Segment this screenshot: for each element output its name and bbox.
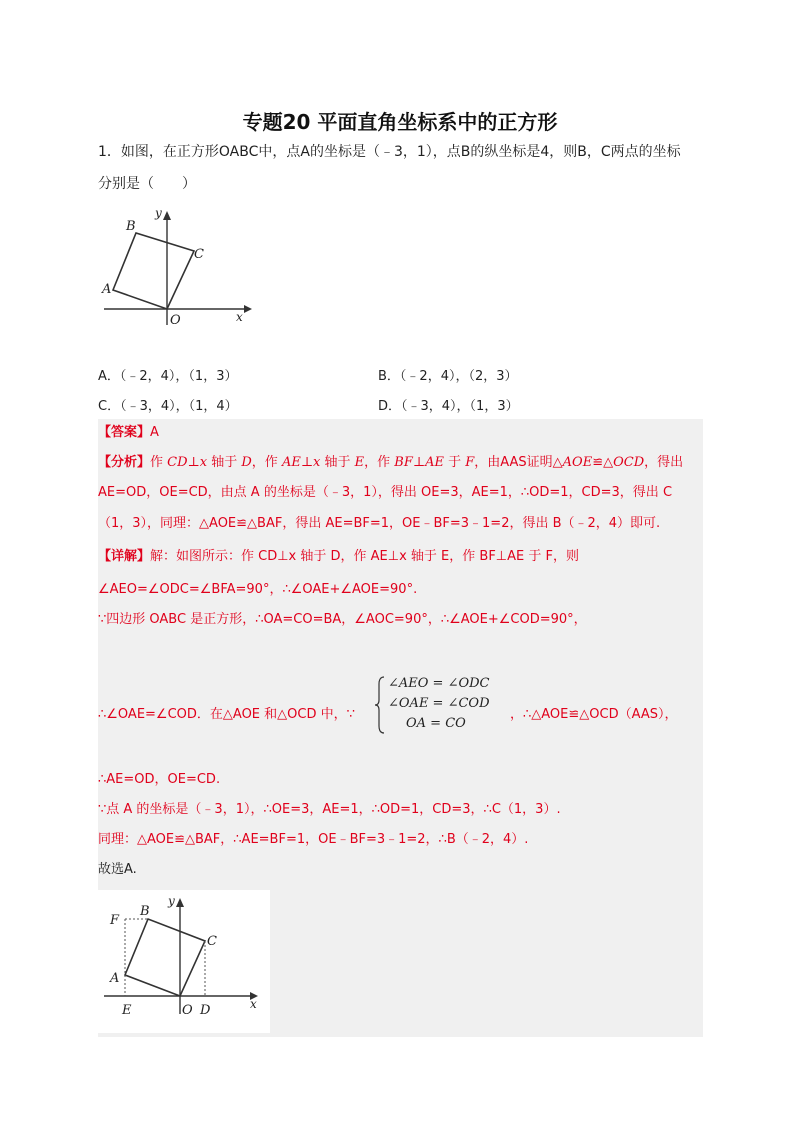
figure-1-square-diagram bbox=[98, 200, 258, 335]
analysis-text: OCD bbox=[613, 455, 645, 470]
analysis-line-1 bbox=[98, 453, 683, 473]
analysis-line-3: （1，3），同理：△AOE≌△BAF，得出 AE=BF=1，OE﹣BF=3﹣1=2，得出 B（﹣2，4）即可. bbox=[98, 516, 661, 531]
label-a: A bbox=[102, 282, 112, 297]
question-line-1: 1．如图，在正方形OABC中，点A的坐标是（﹣3，1），点B的纵坐标是4，则B，C两点的坐标 bbox=[98, 144, 681, 160]
analysis-text: F bbox=[465, 455, 475, 470]
detail-line-6: ∵点 A 的坐标是（﹣3，1），∴OE=3，AE=1，∴OD=1，CD=3，∴C（1，3）. bbox=[98, 802, 561, 817]
option-b[interactable]: B．（﹣2，4），（2，3） bbox=[378, 369, 518, 384]
analysis-text: AOE bbox=[562, 455, 593, 470]
system-row-2: ∠OAE = ∠COD bbox=[388, 696, 490, 711]
analysis-text: D bbox=[241, 455, 252, 470]
detail-line-8: 故选A. bbox=[98, 862, 137, 877]
answer-value: A bbox=[150, 425, 159, 440]
label-a: A bbox=[110, 971, 120, 986]
answer-line bbox=[98, 423, 159, 443]
detail-text: 解：如图所示：作 CD⊥x 轴于 D，作 AE⊥x 轴于 E，作 BF⊥AE 于 F，则 bbox=[150, 549, 579, 564]
analysis-text: 作 bbox=[150, 455, 168, 470]
analysis-text: AE⊥x bbox=[281, 455, 321, 470]
label-x: x bbox=[236, 310, 243, 324]
label-o: O bbox=[182, 1003, 193, 1018]
y-axis-arrow bbox=[163, 211, 171, 220]
analysis-text: 轴于 bbox=[207, 455, 242, 470]
label-c: C bbox=[207, 934, 217, 949]
label-y: y bbox=[168, 894, 175, 908]
analysis-text: ，由AAS证明△ bbox=[474, 455, 563, 470]
label-f: F bbox=[110, 913, 120, 928]
label-x: x bbox=[250, 997, 257, 1011]
detail-line-4b: ，∴△AOE≌△OCD（AAS）， bbox=[510, 707, 678, 722]
detail-line-1 bbox=[98, 547, 579, 567]
option-c[interactable]: C．（﹣3，4），（1，4） bbox=[98, 399, 238, 414]
label-e: E bbox=[122, 1003, 132, 1018]
analysis-line-2: AE=OD，OE=CD，由点 A 的坐标是（﹣3，1），得出 OE=3，AE=1，∴OD=1，CD=3，得出 C bbox=[98, 485, 673, 500]
label-c: C bbox=[194, 247, 204, 262]
x-axis-arrow bbox=[244, 305, 252, 313]
option-d[interactable]: D．（﹣3，4），（1，3） bbox=[378, 399, 519, 414]
system-row-1: ∠AEO = ∠ODC bbox=[388, 676, 490, 691]
analysis-text: 于 bbox=[443, 455, 466, 470]
analysis-text: ，作 bbox=[251, 455, 282, 470]
label-b: B bbox=[126, 219, 136, 234]
answer-tag: 【答案】 bbox=[98, 425, 151, 440]
analysis-text: 轴于 bbox=[320, 455, 355, 470]
question-line-2: 分别是（ ） bbox=[98, 176, 196, 192]
analysis-tag: 【分析】 bbox=[98, 455, 151, 470]
label-b: B bbox=[140, 904, 150, 919]
label-y: y bbox=[155, 206, 162, 220]
analysis-text: ，得出 bbox=[644, 455, 684, 470]
detail-line-7: 同理：△AOE≌△BAF，∴AE=BF=1，OE﹣BF=3﹣1=2，∴B（﹣2，4）. bbox=[98, 832, 529, 847]
system-row-3: OA = CO bbox=[406, 716, 466, 731]
detail-line-3: ∵四边形 OABC 是正方形，∴OA=CO=BA，∠AOC=90°，∴∠AOE+∠COD=90°， bbox=[98, 612, 587, 627]
option-a[interactable]: A．（﹣2，4），（1，3） bbox=[98, 369, 238, 384]
system-brace bbox=[374, 676, 386, 734]
analysis-text: BF⊥AE bbox=[394, 455, 444, 470]
figure-2-solution-diagram bbox=[98, 890, 270, 1033]
page-title: 专题20 平面直角坐标系中的正方形 bbox=[242, 110, 558, 134]
analysis-text: CD⊥x bbox=[167, 455, 208, 470]
analysis-text: ≌△ bbox=[592, 455, 614, 470]
detail-line-5: ∴AE=OD，OE=CD. bbox=[98, 772, 221, 787]
analysis-text: E bbox=[354, 455, 365, 470]
detail-line-4a: ∴∠OAE=∠COD．在△AOE 和△OCD 中，∵ bbox=[98, 707, 355, 722]
label-d: D bbox=[200, 1003, 211, 1018]
detail-line-2: ∠AEO=∠ODC=∠BFA=90°，∴∠OAE+∠AOE=90°. bbox=[98, 582, 418, 597]
square-oabc bbox=[113, 233, 194, 309]
detail-tag: 【详解】 bbox=[98, 549, 151, 564]
analysis-text: ，作 bbox=[364, 455, 395, 470]
equation-system bbox=[374, 676, 494, 734]
label-o: O bbox=[170, 313, 181, 328]
